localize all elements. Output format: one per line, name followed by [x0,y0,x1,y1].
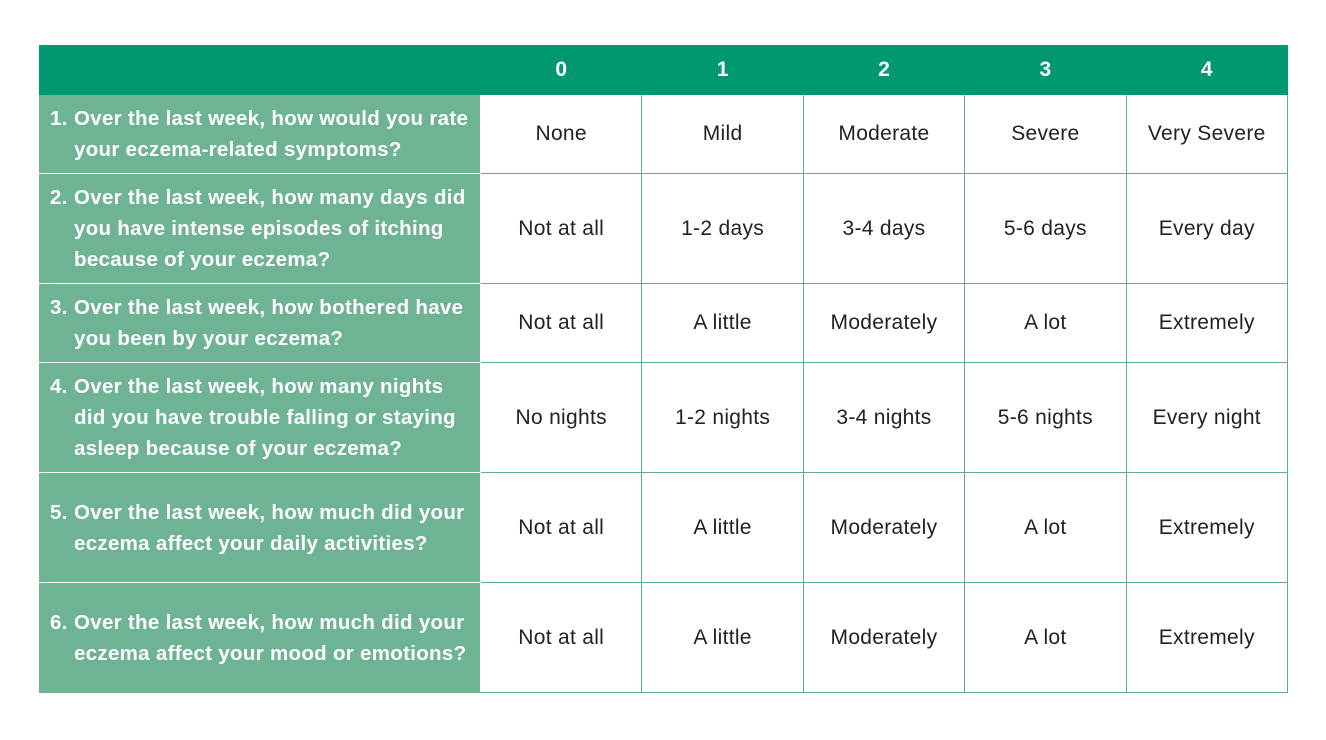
question-number: 1. [50,107,68,130]
question-text: Over the last week, how many days did you have intense episodes of itching because of your eczema? [74,186,466,271]
answer-cell: 1-2 days [642,174,803,284]
answer-cell: Severe [965,95,1126,174]
question-number: 4. [50,375,68,398]
answer-cell: Not at all [481,583,642,693]
answer-cell: No nights [481,363,642,473]
question-row-2 [40,174,1288,284]
question-number: 6. [50,610,68,634]
answer-cell: Extremely [1126,583,1287,693]
answer-cell: A little [642,583,803,693]
score-header-3: 3 [965,46,1126,95]
question-cell-1 [40,95,481,174]
answer-cell: Moderately [803,583,964,693]
answer-cell: 5-6 nights [965,363,1126,473]
question-cell-5 [40,473,481,583]
question-text: Over the last week, how bothered have you been by your eczema? [74,296,464,350]
score-header-0: 0 [481,46,642,95]
answer-cell: A little [642,473,803,583]
answer-cell: A lot [965,473,1126,583]
answer-cell: 5-6 days [965,174,1126,284]
answer-cell: 3-4 days [803,174,964,284]
question-number: 2. [50,186,68,209]
answer-cell: Not at all [481,284,642,363]
question-row-5 [40,473,1288,583]
question-number: 3. [50,296,68,319]
question-text: Over the last week, how much did your eczema affect your daily activities? [74,500,465,555]
score-header-2: 2 [803,46,964,95]
score-header-1: 1 [642,46,803,95]
answer-cell: 3-4 nights [803,363,964,473]
answer-cell: Not at all [481,473,642,583]
answer-cell: Extremely [1126,284,1287,363]
question-text: Over the last week, how many nights did you have trouble falling or staying asleep because of your eczema? [74,375,456,460]
score-header-4: 4 [1126,46,1287,95]
eczema-scale-table [39,45,1288,693]
answer-cell: Mild [642,95,803,174]
answer-cell: 1-2 nights [642,363,803,473]
answer-cell: Moderately [803,473,964,583]
question-text: Over the last week, how much did your eczema affect your mood or emotions? [74,610,467,665]
question-cell-6 [40,583,481,693]
answer-cell: Not at all [481,174,642,284]
question-cell-4 [40,363,481,473]
question-row-6 [40,583,1288,693]
answer-cell: None [481,95,642,174]
answer-cell: A little [642,284,803,363]
answer-cell: Every night [1126,363,1287,473]
answer-cell: Extremely [1126,473,1287,583]
question-row-3 [40,284,1288,363]
answer-cell: Moderate [803,95,964,174]
question-text: Over the last week, how would you rate your eczema-related symptoms? [74,107,469,161]
answer-cell: A lot [965,583,1126,693]
answer-cell: Every day [1126,174,1287,284]
answer-cell: Moderately [803,284,964,363]
question-row-1 [40,95,1288,174]
answer-cell: Very Severe [1126,95,1287,174]
question-cell-2 [40,174,481,284]
question-number: 5. [50,500,68,524]
question-cell-3 [40,284,481,363]
header-corner-cell [40,46,481,95]
header-row [40,46,1288,95]
answer-cell: A lot [965,284,1126,363]
question-row-4 [40,363,1288,473]
